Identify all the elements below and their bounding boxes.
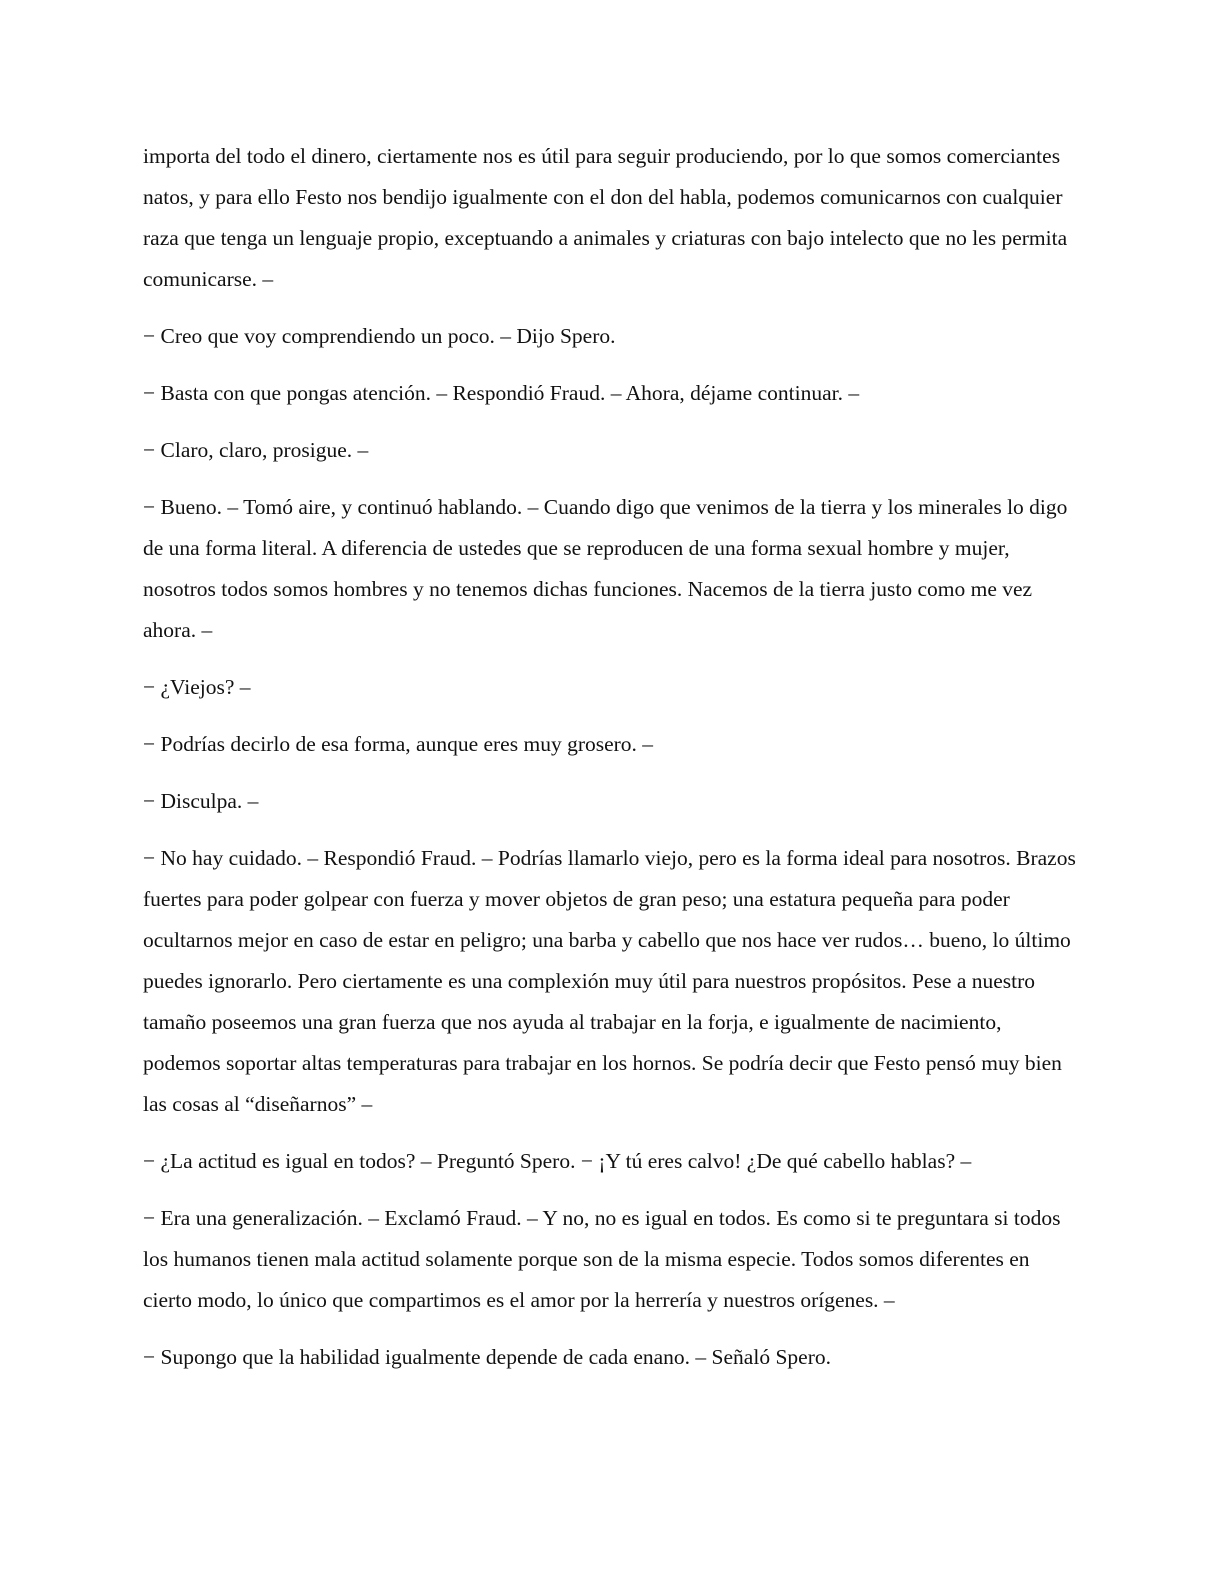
paragraph: − Claro, claro, prosigue. – — [143, 438, 369, 462]
paragraph: − No hay cuidado. – Respondió Fraud. – Podrías llamarlo viejo, pero es la forma ideal para nosotros. Brazos fuertes para poder golpear con fuerza y mover objetos de gran peso; una estatura pequeña para poder ocultarnos mejor en caso de estar en peligro; una barba y cabello que nos hace ver rudos… bueno, lo último puedes ignorarlo. Pero ciertamente es una complexión muy útil para nuestros propósitos. Pese a nuestro tamaño poseemos una gran fuerza que nos ayuda al trabajar en la forja, e igualmente de nacimiento, podemos soportar altas temperaturas para trabajar en los hornos. Se podría decir que Festo pensó muy bien las cosas al “diseñarnos” – — [143, 846, 1076, 1116]
paragraph: importa del todo el dinero, ciertamente nos es útil para seguir produciendo, por lo que somos comerciantes natos, y para ello Festo nos bendijo igualmente con el don del habla, podemos comunicarnos con cualquier raza que tenga un lenguaje propio, exceptuando a animales y criaturas con bajo intelecto que no les permita comunicarse. – — [143, 144, 1068, 291]
paragraph: − Basta con que pongas atención. – Respondió Fraud. – Ahora, déjame continuar. – — [143, 381, 860, 405]
body-text — [143, 136, 1083, 1394]
paragraph: − Supongo que la habilidad igualmente depende de cada enano. – Señaló Spero. — [143, 1345, 831, 1369]
paragraph: − ¿La actitud es igual en todos? – Preguntó Spero. − ¡Y tú eres calvo! ¿De qué cabello hablas? – — [143, 1149, 972, 1173]
paragraph: − Creo que voy comprendiendo un poco. – Dijo Spero. — [143, 324, 616, 348]
paragraph: − ¿Viejos? – — [143, 675, 251, 699]
paragraph: − Disculpa. – — [143, 789, 259, 813]
paragraph: − Podrías decirlo de esa forma, aunque eres muy grosero. – — [143, 732, 654, 756]
paragraph: − Bueno. – Tomó aire, y continuó hablando. – Cuando digo que venimos de la tierra y los minerales lo digo de una forma literal. A diferencia de ustedes que se reproducen de una forma sexual hombre y mujer, nosotros todos somos hombres y no tenemos dichas funciones. Nacemos de la tierra justo como me vez ahora. – — [143, 495, 1068, 642]
paragraph: − Era una generalización. – Exclamó Fraud. – Y no, no es igual en todos. Es como si te preguntara si todos los humanos tienen mala actitud solamente porque son de la misma especie. Todos somos diferentes en cierto modo, lo único que compartimos es el amor por la herrería y nuestros orígenes. – — [143, 1206, 1061, 1312]
